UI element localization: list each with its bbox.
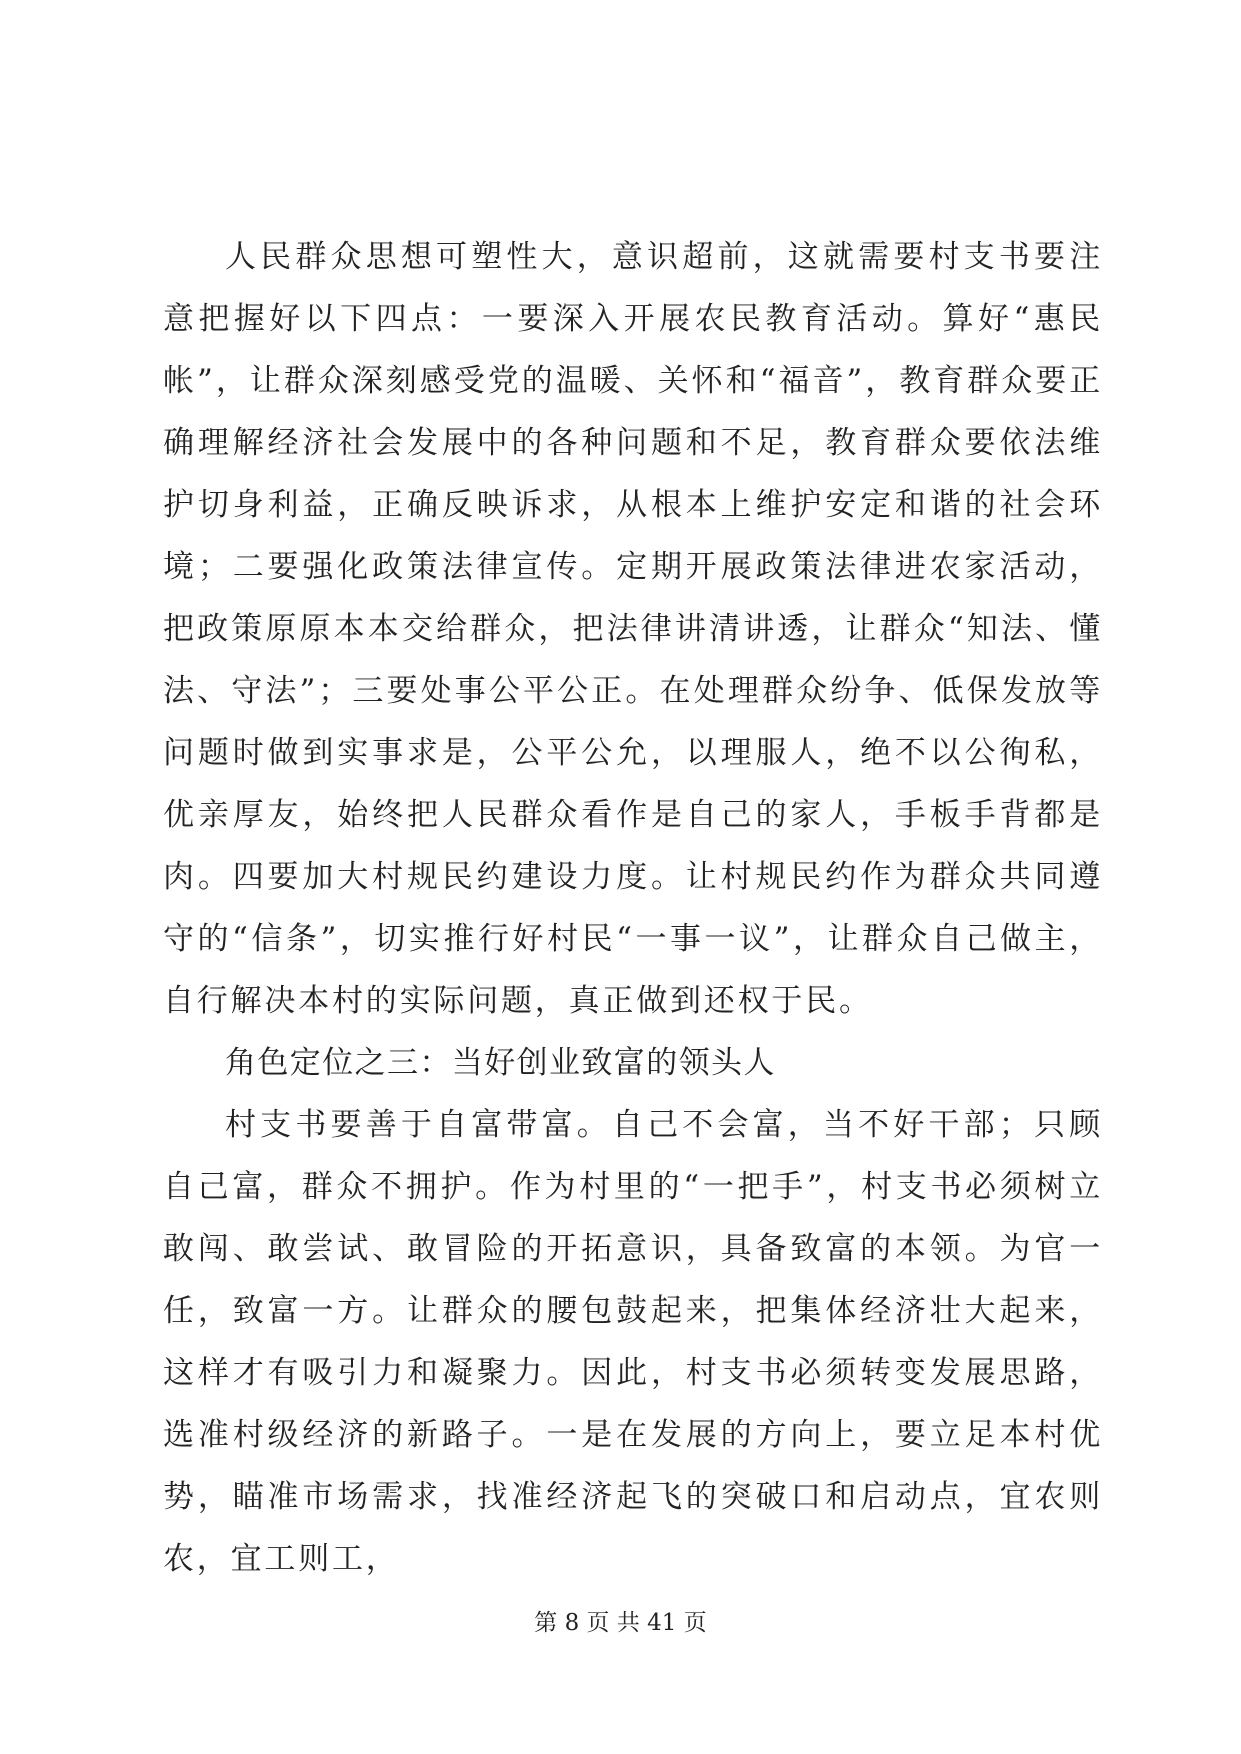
section-heading: 角色定位之三：当好创业致富的领头人 (225, 1045, 776, 1081)
body-paragraph: 人民群众思想可塑性大，意识超前，这就需要村支书要注意把握好以下四点：一要深入开展农民教育活动。算好“惠民帐”，让群众深刻感受党的温暖、关怀和“福音”，教育群众要正确理解经济社会发展中的各种问题和不足，教育群众要依法维护切身利益，正确反映诉求，从根本上维护安定和谐的社会环境；二要强化政策法律宣传。定期开展政策法律进农家活动，把政策原原本本交给群众，把法律讲清讲透，让群众“知法、懂法、守法”；三要处事公平公正。在处理群众纷争、低保发放等问题时做到实事求是，公平公允，以理服人，绝不以公徇私，优亲厚友，始终把人民群众看作是自己的家人，手板手背都是肉。四要加大村规民约建设力度。让村规民约作为群众共同遵守的“信条”，切实推行好村民“一事一议”，让群众自己做主，自行解决本村的实际问题，真正做到还权于民。 (163, 239, 1103, 1019)
page-footer: 第 8 页 共 41 页 (534, 1610, 707, 1636)
body-paragraph: 村支书要善于自富带富。自己不会富，当不好干部；只顾自己富，群众不拥护。作为村里的“一把手”，村支书必须树立敢闯、敢尝试、敢冒险的开拓意识，具备致富的本领。为官一任，致富一方。让群众的腰包鼓起来，把集体经济壮大起来，这样才有吸引力和凝聚力。因此，村支书必须转变发展思路，选准村级经济的新路子。一是在发展的方向上，要立足本村优势，瞄准市场需求，找准经济起飞的突破口和启动点，宜农则农，宜工则工， (163, 1107, 1103, 1577)
document-body (163, 226, 1103, 1590)
